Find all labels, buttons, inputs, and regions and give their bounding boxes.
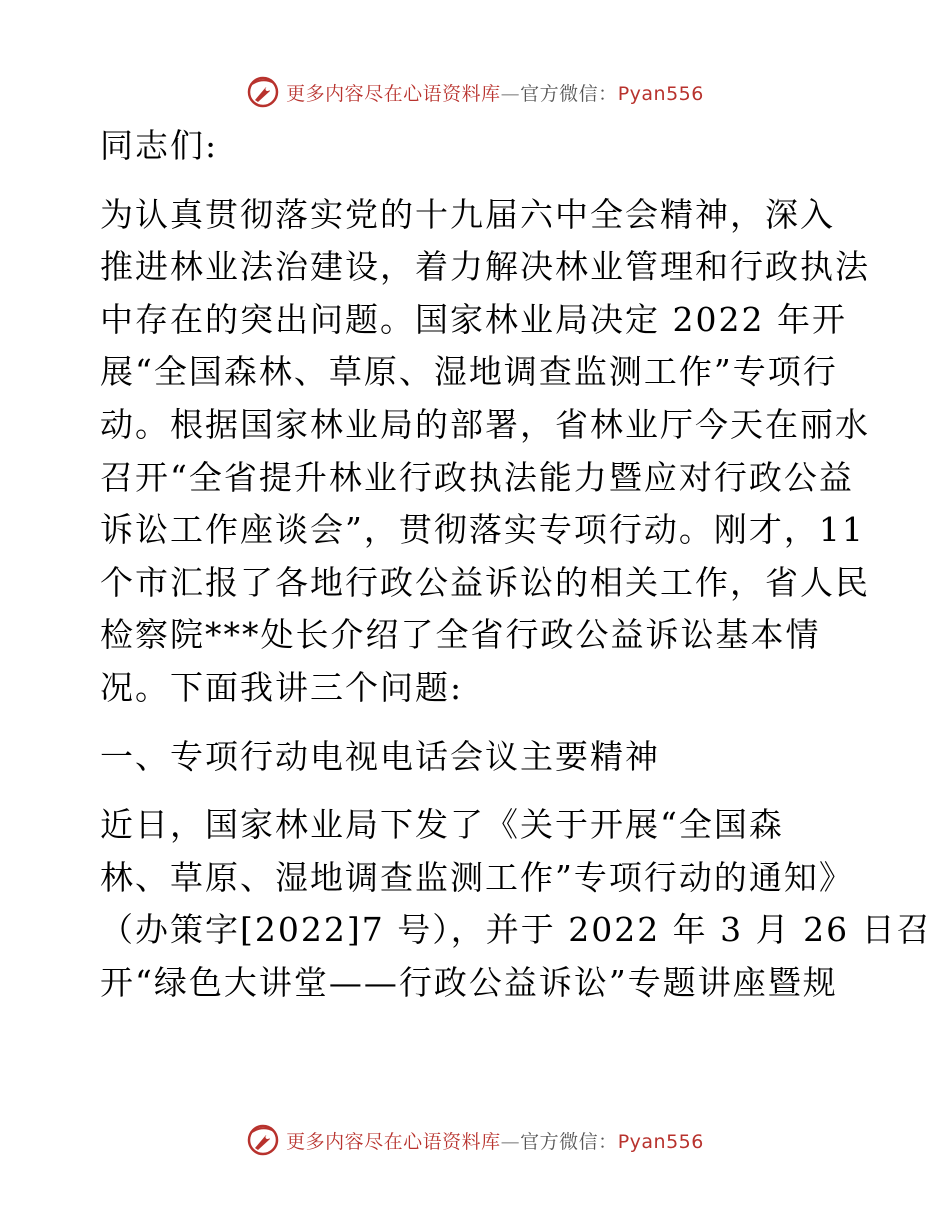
paragraph-line: 召开“全省提升林业行政执法能力暨应对行政公益: [100, 457, 854, 497]
document-body: [100, 120, 932, 1010]
watermark-main-text: 更多内容尽在心语资料库: [286, 1130, 501, 1153]
watermark-official-label: 官方微信：: [520, 82, 618, 105]
watermark-main-text: 更多内容尽在心语资料库: [286, 82, 501, 105]
paragraph-line: 个市汇报了各地行政公益诉讼的相关工作，省人民: [100, 562, 870, 602]
body-paragraph: [100, 799, 932, 1009]
paragraph-line: 为认真贯彻落实党的十九届六中全会精神，深入: [100, 194, 835, 234]
paragraph-line: 近日，国家林业局下发了《关于开展“全国森: [100, 805, 784, 845]
watermark-text: [286, 1127, 704, 1154]
pen-nib-circle-icon: [246, 1123, 280, 1157]
section-heading-text: 一、专项行动电视电话会议主要精神: [100, 736, 660, 776]
paragraph-line: 况。下面我讲三个问题:: [100, 667, 464, 707]
paragraph-line: 动。根据国家林业局的部署，省林业厅今天在丽水: [100, 404, 870, 444]
watermark-separator: —: [500, 1130, 521, 1153]
paragraph-line: 林、草原、湿地调查监测工作”专项行动的通知》: [100, 857, 854, 897]
paragraph-line: 开“绿色大讲堂——行政公益诉讼”专题讲座暨规: [100, 962, 838, 1002]
watermark-separator: —: [500, 82, 521, 105]
watermark-account: Pyan556: [617, 82, 704, 105]
paragraph-line: 推进林业法治建设，着力解决林业管理和行政执法: [100, 247, 870, 287]
header-watermark: [0, 72, 950, 112]
pen-nib-circle-icon: [246, 75, 280, 109]
section-heading: [100, 731, 850, 784]
footer-watermark: [0, 1120, 950, 1160]
paragraph-line: 展“全国森林、草原、湿地调查监测工作”专项行: [100, 352, 838, 392]
intro-paragraph: [100, 189, 870, 715]
watermark-official-label: 官方微信：: [520, 1130, 618, 1153]
greeting-line: 同志们:: [100, 126, 219, 165]
paragraph-line: 中存在的突出问题。国家林业局决定 2022 年开: [100, 299, 847, 339]
watermark-account: Pyan556: [617, 1130, 704, 1153]
watermark-text: [286, 79, 704, 106]
paragraph-line: 诉讼工作座谈会”，贯彻落实专项行动。刚才，11: [100, 510, 865, 550]
greeting: [100, 120, 850, 173]
paragraph-line: 检察院***处长介绍了全省行政公益诉讼基本情: [100, 615, 821, 655]
paragraph-line: （办策字[2022]7 号），并于 2022 年 3 月 26 日召: [100, 910, 932, 950]
